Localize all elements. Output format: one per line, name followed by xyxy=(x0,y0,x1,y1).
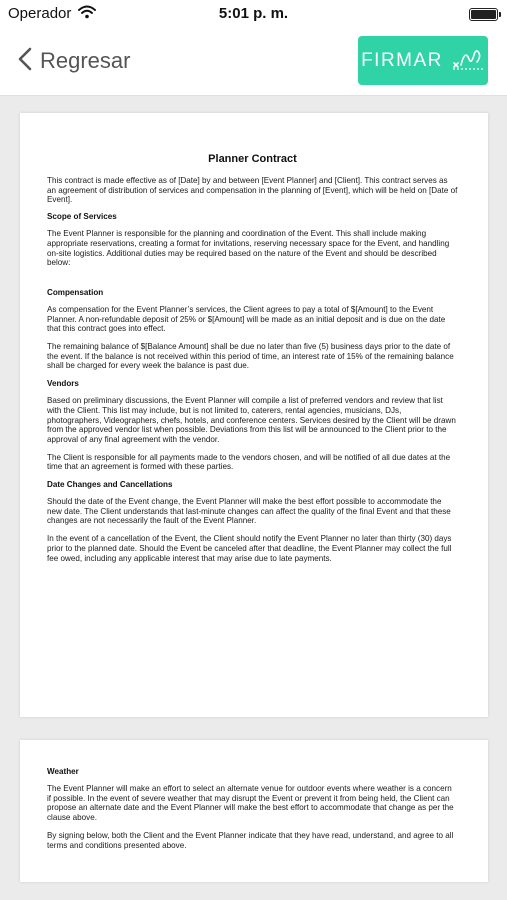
signature-icon xyxy=(451,45,485,76)
contract-page-2 xyxy=(20,740,488,882)
sign-button[interactable] xyxy=(358,36,488,85)
chevron-left-icon xyxy=(18,47,32,76)
clock: 5:01 p. m. xyxy=(218,5,289,22)
intro-paragraph: This contract is made effective as of [Date] by and between [Event Planner] and [Client]. This contract serves as an agreement of distribution of services and compensation in the planning of [Event], which will be held on [Date of Event]. xyxy=(47,176,458,205)
back-label: Regresar xyxy=(40,48,131,73)
vendors-paragraph-1: Based on preliminary discussions, the Event Planner will compile a list of preferred vendors and review that list with the Client. This list may include, but is not limited to, caterers, rental agencies, musicians, DJs, photographers, Videographers, chefs, hotels, and conference centers. Services desired by the Client will be drawn from the approved vendor list when possible. Deviations from this list will be announced to the Client prior to the approval of any final agreement with the vendor. xyxy=(47,396,456,444)
closing-paragraph: By signing below, both the Client and the Event Planner indicate that they have read, understand, and agree to all terms and conditions presented above. xyxy=(47,830,454,850)
section-heading-scope: Scope of Services xyxy=(47,212,117,222)
vendors-paragraph-2: The Client is responsible for all payments made to the vendors chosen, and will be notified of all due dates at the time that an agreement is formed with these parties. xyxy=(47,452,451,472)
status-bar xyxy=(0,0,507,28)
date-changes-paragraph-1: Should the date of the Event change, the Event Planner will make the best effort possible to accommodate the new date. The Client understands that last-minute changes can affect the quality of the final Event and that these changes are not necessarily the fault of the Event Planner. xyxy=(47,497,451,526)
date-changes-paragraph-2: In the event of a cancellation of the Event, the Client should notify the Event Planner no later than thirty (30) days prior to the planned date. Should the Event be canceled after that deadline, the Event Planner may collect the full fee owed, including any applicable interest that may arise due to late payments. xyxy=(47,534,452,563)
navigation-bar xyxy=(0,28,507,96)
document-title: Planner Contract xyxy=(208,153,297,165)
contract-page-1 xyxy=(20,113,488,717)
section-heading-vendors: Vendors xyxy=(47,379,79,389)
compensation-paragraph-1: As compensation for the Event Planner’s services, the Client agrees to pay a total of $[Amount] to the Event Planner. A non-refundable deposit of 25% or $[Amount] will be made as an initial deposit and is due on the date that this contract goes into effect. xyxy=(47,304,446,334)
battery-icon xyxy=(469,8,498,21)
section-heading-weather: Weather xyxy=(47,767,79,776)
back-button[interactable] xyxy=(18,46,130,76)
weather-paragraph: The Event Planner will make an effort to select an alternate venue for outdoor events where weather is a concern if possible. In the event of severe weather that may disrupt the Event or prevent it from being held, the Client can propose an alternate date and the Event Planner will make the best effort to accommodate that change as per the clause above. xyxy=(47,784,454,823)
section-heading-date-changes: Date Changes and Cancellations xyxy=(47,480,173,490)
carrier-label: Operador xyxy=(8,5,72,22)
scope-paragraph: The Event Planner is responsible for the planning and coordination of the Event. This shall include making appropriate reservations, creating a format for invitations, reserving necessary space for the Event, and handling on-site logistics. Additional duties may be required based on the nature of the Event and should be described below: xyxy=(47,229,450,268)
section-heading-compensation: Compensation xyxy=(47,287,104,297)
sign-label: FIRMAR xyxy=(361,49,443,71)
compensation-paragraph-2: The remaining balance of $[Balance Amount] shall be due no later than five (5) business days prior to the date of the event. If the balance is not received within this period of time, an interest rate of 15% of the remaining balance shall be charged for every week the balance is past due. xyxy=(47,342,454,371)
